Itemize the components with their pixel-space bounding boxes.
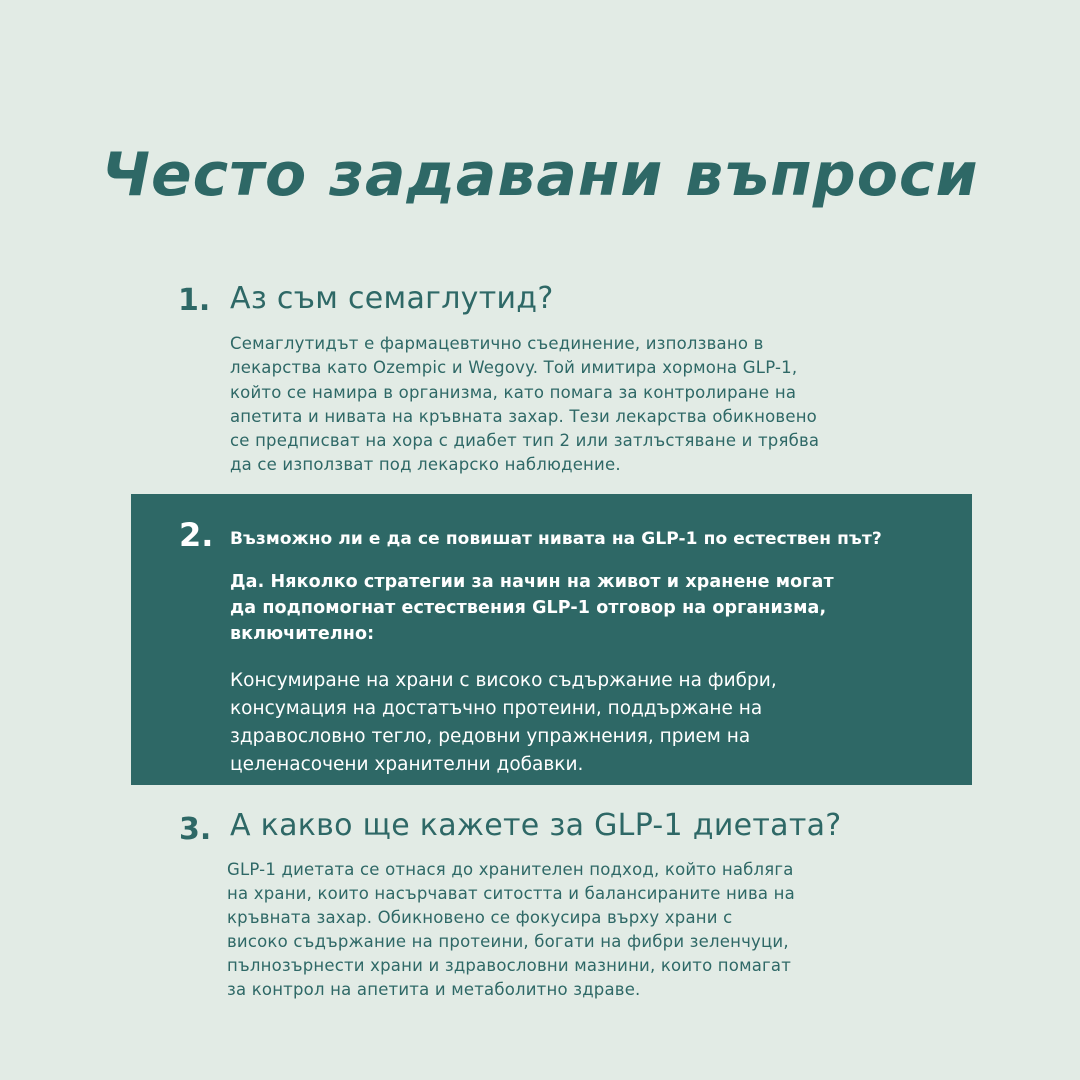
answer-line: Семаглутидът е фармацевтично съединение, използвано в	[230, 334, 764, 353]
question-1-number: 1.	[178, 283, 211, 318]
question-3-answer	[227, 858, 947, 1002]
page-title: Често задавани въпроси	[101, 140, 979, 210]
answer-line: за контрол на апетита и метаболитно здраве.	[227, 980, 641, 999]
answer-line: лекарства като Ozempic и Wegovy. Той имитира хормона GLP-1,	[230, 358, 798, 378]
answer-line: да се използват под лекарско наблюдение.	[230, 455, 621, 475]
answer-line: който се намира в организма, като помага за контролиране на	[230, 382, 797, 402]
question-2-detail	[230, 667, 930, 779]
detail-line: целенасочени хранителни добавки.	[230, 754, 584, 775]
question-2-title: Възможно ли е да се повишат нивата на GLP-1 по естествен път?	[230, 529, 882, 549]
answer-line: пълнозърнести храни и здравословни мазнини, които помагат	[227, 956, 792, 975]
question-2-number: 2.	[179, 516, 214, 554]
detail-line: консумация на достатъчно протеини, поддържане на	[230, 698, 763, 719]
detail-line: Консумиране на храни с високо съдържание на фибри,	[230, 670, 777, 691]
answer-line: GLP-1 диетата се отнася до хранителен подход, който набляга	[227, 860, 794, 879]
answer-line: да подпомогнат естествения GLP-1 отговор на организма,	[230, 598, 827, 618]
answer-line: се предписват на хора с диабет тип 2 или затлъстяване и трябва	[230, 431, 820, 451]
question-2-answer	[230, 569, 930, 647]
answer-line: на храни, които насърчават ситостта и балансираните нива на	[227, 884, 795, 903]
detail-line: здравословно тегло, редовни упражнения, прием на	[230, 726, 751, 747]
question-1-answer	[230, 332, 930, 478]
answer-line: включително:	[230, 624, 375, 644]
answer-line: високо съдържание на протеини, богати на фибри зеленчуци,	[227, 932, 789, 951]
answer-line: кръвната захар. Обикновено се фокусира върху храни с	[227, 908, 733, 927]
question-1-title: Аз съм семаглутид?	[230, 281, 554, 316]
answer-line: Да. Няколко стратегии за начин на живот и хранене могат	[230, 572, 834, 592]
answer-line: апетита и нивата на кръвната захар. Тези лекарства обикновено	[230, 406, 817, 426]
question-3-title: А какво ще кажете за GLP-1 диетата?	[230, 808, 842, 843]
question-3-number: 3.	[179, 812, 212, 847]
